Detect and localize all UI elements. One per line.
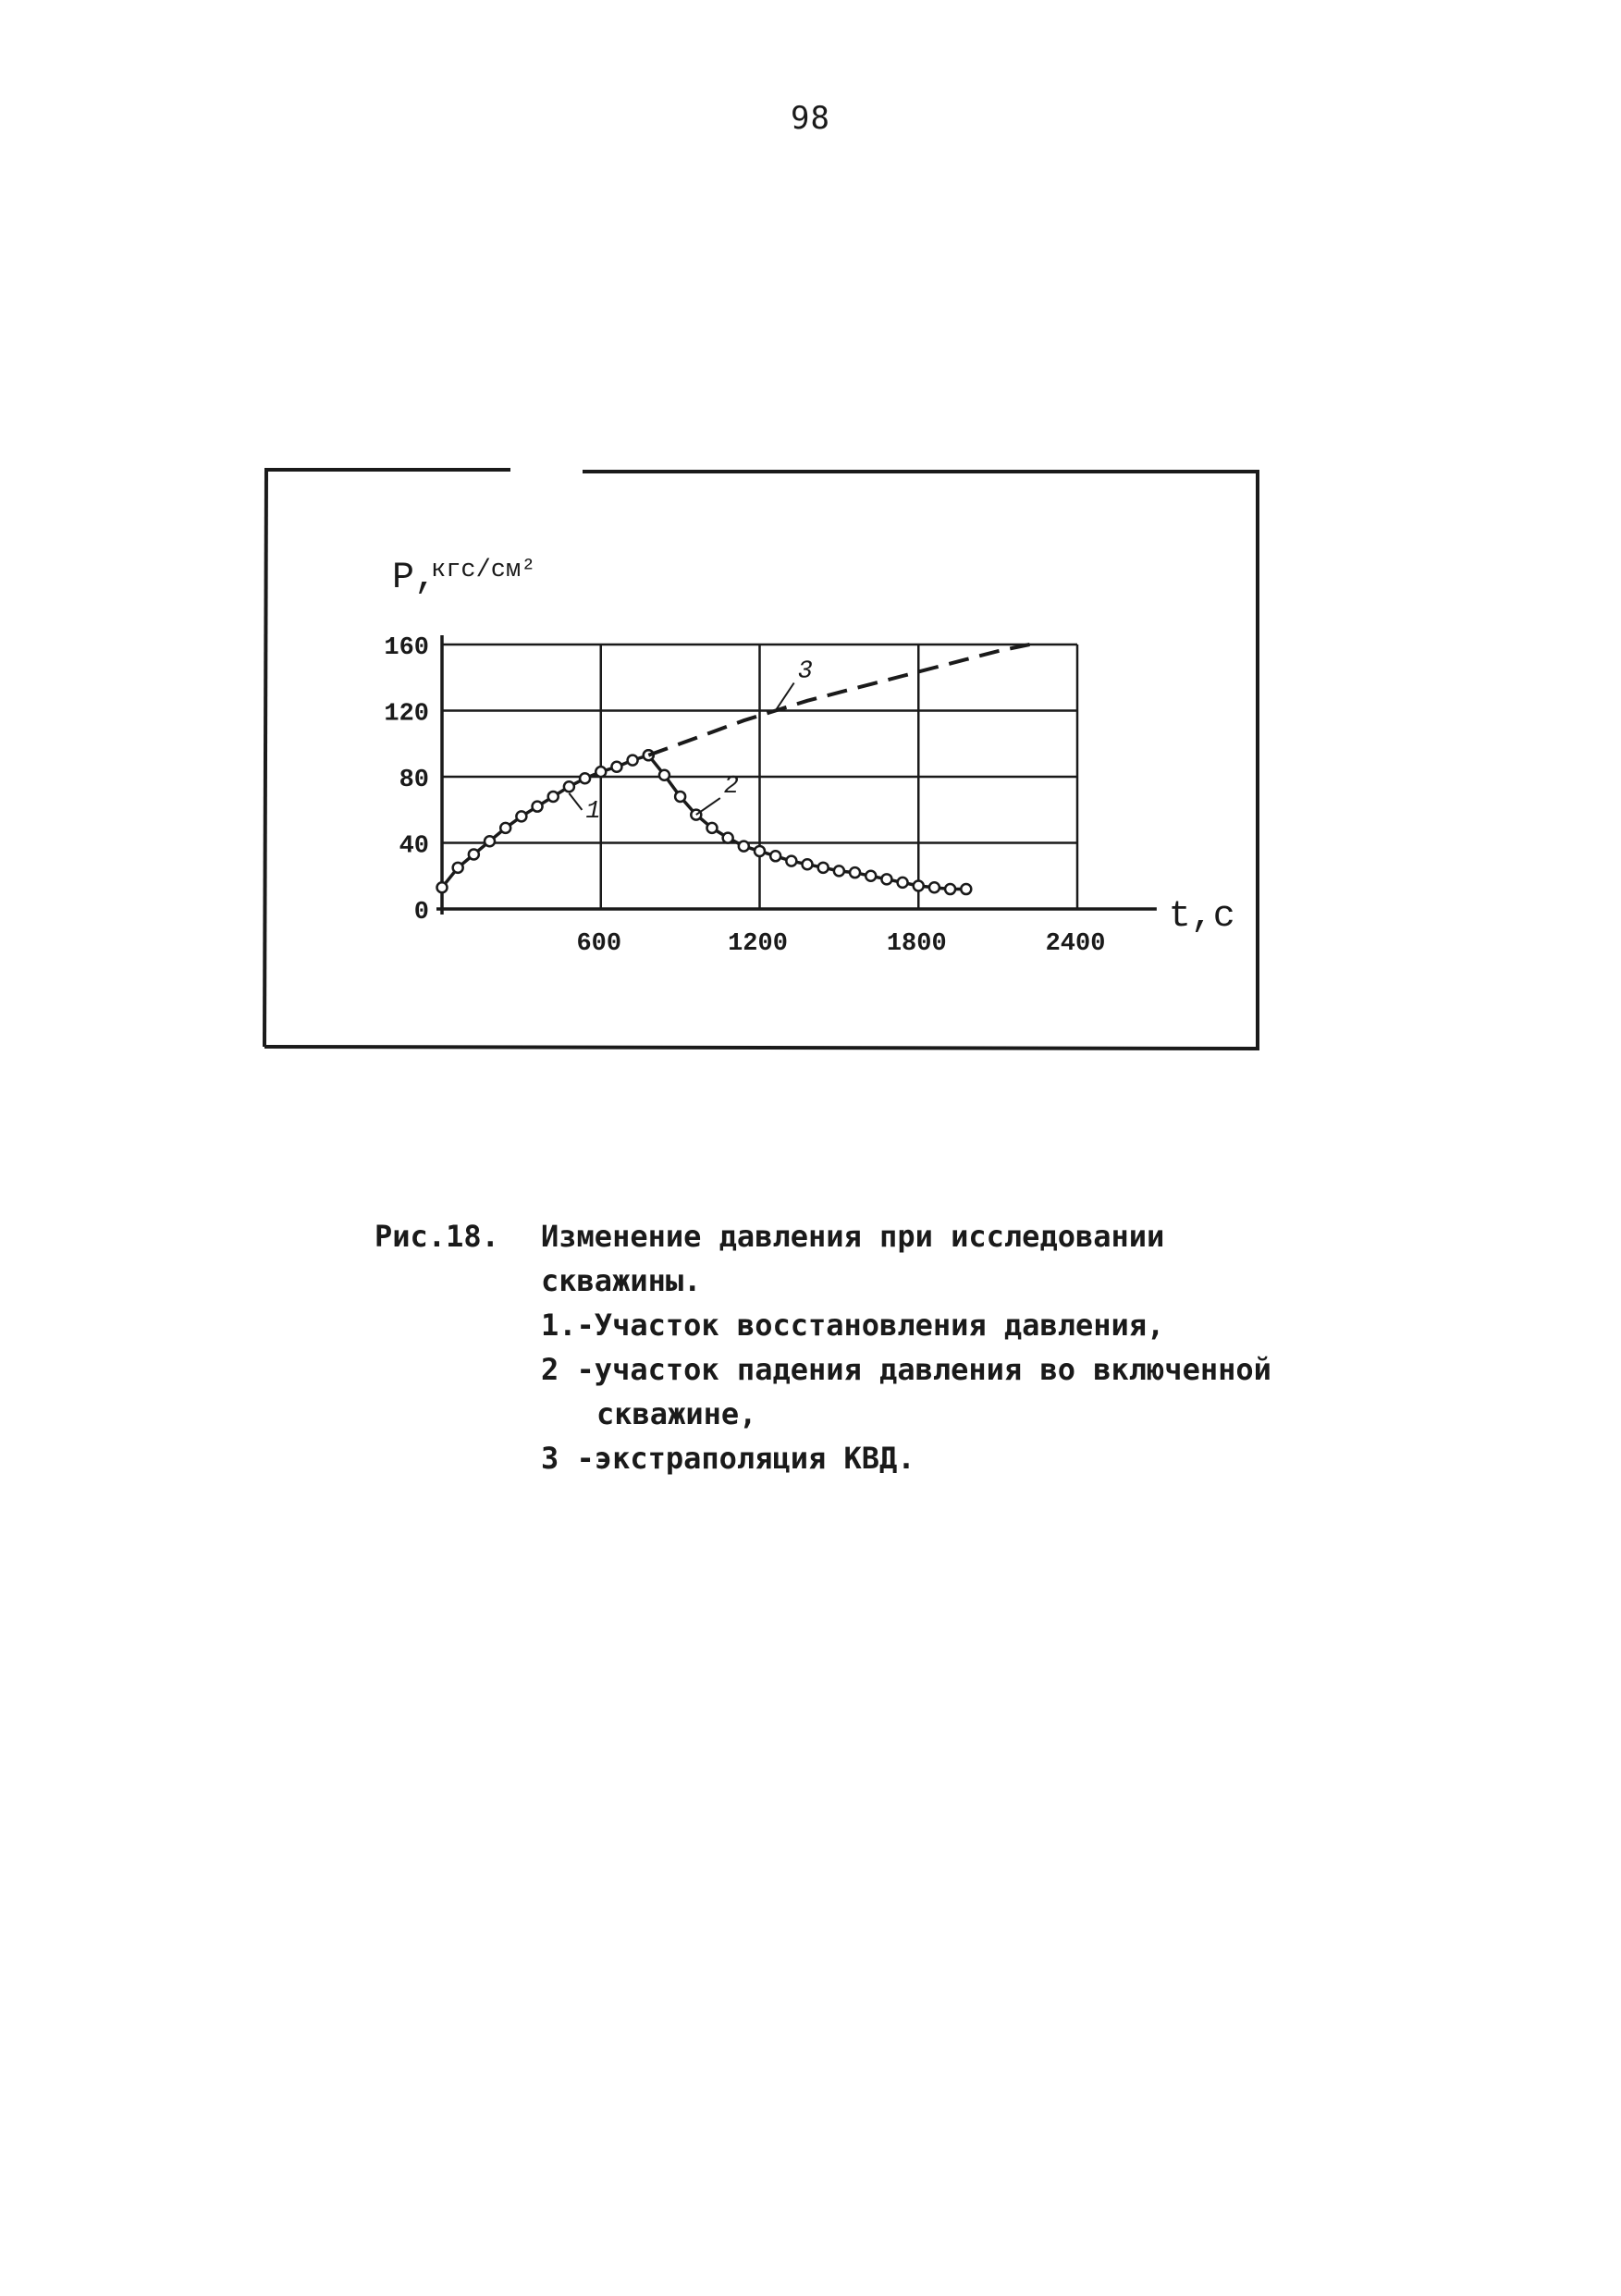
caption-item-3: 3 -экстраполяция КВД. — [541, 1441, 915, 1476]
y-axis-title: P, — [392, 558, 437, 599]
frame-left — [264, 468, 266, 1047]
caption-item-2: 2 -участок падения давления во включенной — [541, 1352, 1271, 1387]
series-1-point-1 — [453, 863, 463, 873]
y-tick-label-120: 120 — [384, 700, 429, 729]
chart-axes — [436, 635, 1157, 915]
series-1-point-3 — [485, 836, 495, 846]
x-axis-title: t,c — [1168, 896, 1235, 938]
series-2-leader — [696, 798, 720, 815]
series-1-label: 1 — [585, 797, 601, 826]
series-1-point-8 — [564, 781, 574, 792]
y-tick-label-0: 0 — [413, 899, 429, 927]
series-2-point-14 — [866, 871, 876, 881]
series-2-point-5 — [723, 833, 733, 843]
y-tick-label-160: 160 — [384, 634, 429, 662]
series-2-point-19 — [945, 884, 955, 894]
series-2-point-1 — [659, 770, 669, 780]
series-1-point-5 — [516, 811, 526, 821]
x-tick-label-600: 600 — [576, 930, 622, 958]
series-2-point-10 — [803, 859, 813, 869]
x-tick-label-1800: 1800 — [886, 930, 947, 958]
y-tick-label-80: 80 — [399, 767, 429, 794]
series-2-point-13 — [850, 867, 860, 878]
series-2-point-16 — [898, 878, 908, 888]
chart-series — [437, 645, 1030, 894]
series-2-point-8 — [770, 851, 780, 861]
series-1-point-11 — [611, 762, 621, 772]
series-2-point-7 — [755, 846, 765, 856]
caption-title-line1: Изменение давления при исследовании — [541, 1219, 1165, 1254]
series-1-point-0 — [437, 882, 448, 892]
figure-label: Рис.18. — [375, 1219, 499, 1254]
chart-labels — [384, 557, 1234, 958]
series-3-line — [648, 645, 1029, 755]
figure-frame — [264, 468, 1259, 1049]
series-2-point-9 — [786, 856, 796, 866]
series-1-point-6 — [533, 802, 543, 812]
chart-grid — [442, 645, 1077, 909]
series-2-point-18 — [929, 882, 939, 892]
series-2-point-6 — [739, 841, 749, 852]
series-2-label: 2 — [723, 773, 740, 802]
series-1-point-9 — [580, 773, 590, 783]
series-2-point-11 — [818, 863, 829, 873]
caption-item-1: 1.-Участок восстановления давления, — [541, 1308, 1165, 1343]
series-1-point-7 — [548, 792, 559, 802]
figure-caption — [375, 1214, 1530, 1480]
y-axis-unit: кгс/см² — [431, 557, 536, 584]
series-1-point-10 — [596, 767, 606, 777]
series-3-label: 3 — [797, 657, 813, 686]
page-number: 98 — [791, 100, 830, 137]
series-2-point-20 — [961, 884, 971, 894]
series-2-point-12 — [834, 866, 844, 876]
caption-item-2-cont: скважине, — [596, 1396, 757, 1431]
x-tick-label-1200: 1200 — [728, 930, 788, 958]
series-2-point-17 — [914, 880, 924, 890]
series-1-point-2 — [469, 850, 479, 860]
series-2-point-2 — [675, 792, 685, 802]
series-1-point-4 — [500, 823, 510, 833]
caption-title-line2: скважины. — [541, 1263, 702, 1298]
series-1-point-12 — [628, 755, 638, 766]
series-1-leader — [569, 793, 582, 810]
y-tick-label-40: 40 — [399, 832, 429, 861]
series-1-line — [442, 755, 648, 888]
series-2-point-15 — [881, 874, 891, 884]
x-tick-label-2400: 2400 — [1045, 930, 1106, 958]
series-2-point-4 — [706, 823, 717, 833]
frame-bottom — [264, 1047, 1259, 1049]
